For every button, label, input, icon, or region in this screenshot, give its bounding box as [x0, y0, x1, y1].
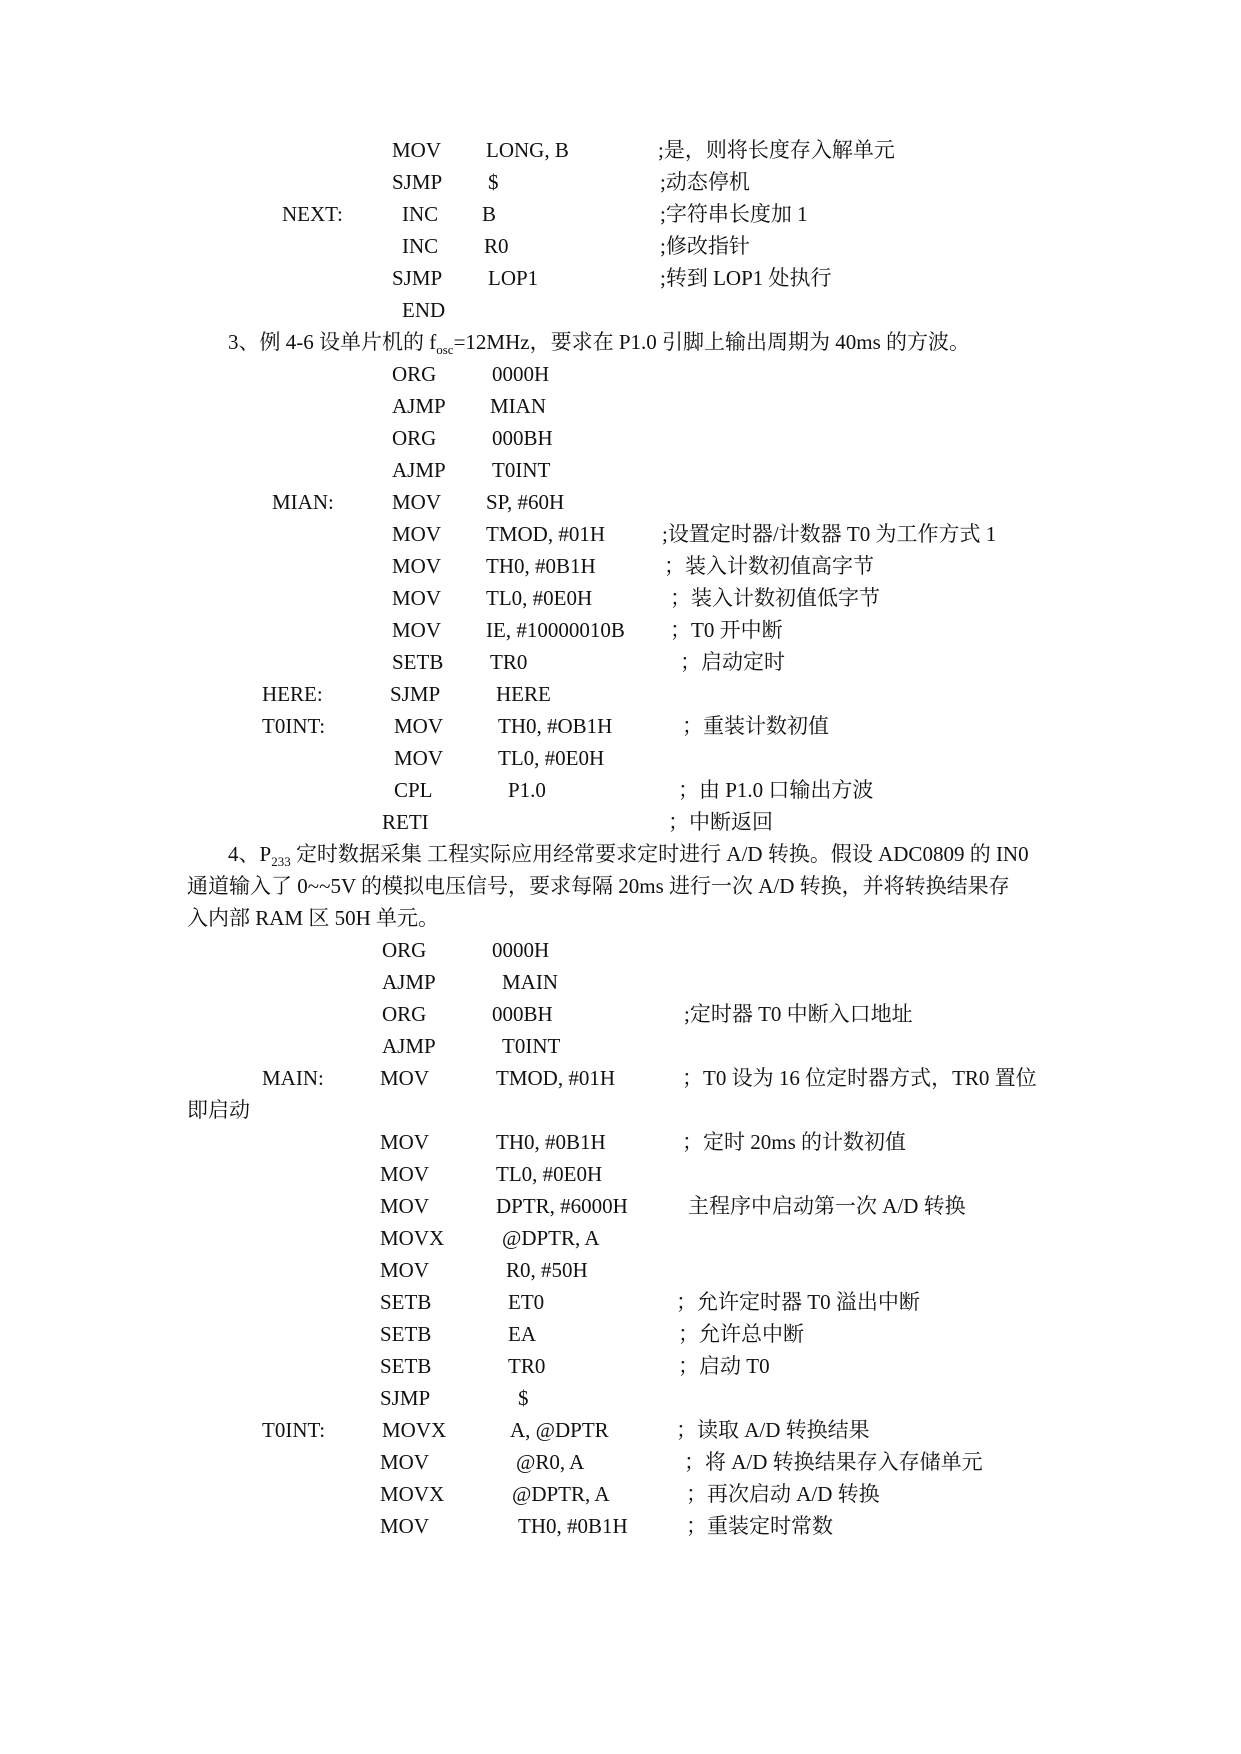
code-op: INC	[402, 234, 439, 258]
code-arg: TH0, #0B1H	[518, 1514, 628, 1538]
code-op: MOV	[380, 1258, 430, 1282]
code-op: RETI	[382, 810, 429, 834]
code-op: MOV	[392, 618, 442, 642]
code-op: SETB	[392, 650, 444, 674]
code-comment: ；重装计数初值	[682, 714, 829, 738]
code-comment: ；将 A/D 转换结果存入存储单元	[684, 1450, 983, 1474]
code-arg: @DPTR, A	[512, 1482, 610, 1506]
code-label: HERE:	[262, 682, 323, 706]
code-op: MOVX	[382, 1418, 447, 1442]
code-arg: B	[482, 202, 497, 226]
code-arg: HERE	[496, 682, 551, 706]
code-arg: R0, #50H	[506, 1258, 588, 1282]
code-op: MOV	[380, 1130, 430, 1154]
code-op: MOV	[380, 1194, 430, 1218]
code-arg: R0	[484, 234, 509, 258]
code-op: MOVX	[380, 1482, 445, 1506]
code-op: MOV	[380, 1162, 430, 1186]
code-comment: ;修改指针	[660, 234, 750, 258]
code-op: AJMP	[382, 970, 436, 994]
code-op: MOV	[380, 1514, 430, 1538]
code-op: SJMP	[390, 682, 441, 706]
code-arg: TH0, #0B1H	[496, 1130, 606, 1154]
code-comment: ；T0 设为 16 位定时器方式，TR0 置位	[682, 1066, 1037, 1090]
code-arg: ET0	[508, 1290, 545, 1314]
code-arg: T0INT	[492, 458, 551, 482]
code-arg: 0000H	[492, 938, 550, 962]
code-op: MOV	[380, 1066, 430, 1090]
code-op: ORG	[392, 426, 437, 450]
code-comment: 主程序中启动第一次 A/D 转换	[688, 1194, 966, 1218]
problem-4-line-2: 通道输入了 0~~5V 的模拟电压信号，要求每隔 20ms 进行一次 A/D 转换，并将转换结果存	[187, 874, 1010, 898]
code-op: SETB	[380, 1322, 432, 1346]
code-arg: P1.0	[508, 778, 546, 802]
code-comment: ；重装定时常数	[686, 1514, 833, 1538]
code-op: MOV	[394, 714, 444, 738]
code-arg: A, @DPTR	[510, 1418, 609, 1442]
code-op: SETB	[380, 1354, 432, 1378]
code-label: MIAN:	[272, 490, 334, 514]
code-op: AJMP	[392, 394, 446, 418]
code-op: END	[402, 298, 446, 322]
code-comment: ；由 P1.0 口输出方波	[678, 778, 874, 802]
code-comment: ;字符串长度加 1	[660, 202, 808, 226]
code-op: ORG	[382, 1002, 427, 1026]
code-op: MOV	[392, 490, 442, 514]
code-arg: 0000H	[492, 362, 550, 386]
code-arg: IE, #10000010B	[486, 618, 625, 642]
code-op: ORG	[382, 938, 427, 962]
code-arg: LOP1	[488, 266, 539, 290]
code-comment: ；启动定时	[680, 650, 785, 674]
code-op: ORG	[392, 362, 437, 386]
problem-4-line-3: 入内部 RAM 区 50H 单元。	[187, 906, 440, 930]
code-comment: ；再次启动 A/D 转换	[686, 1482, 880, 1506]
code-arg: TL0, #0E0H	[496, 1162, 603, 1186]
code-comment: ；装入计数初值低字节	[670, 586, 880, 610]
problem-4-heading: 4、$P_{233}$ 定时数据采集 工程实际应用经常要求定时进行 A/D 转换。假设 ADC0809 的 IN0	[228, 842, 1029, 870]
code-arg: TMOD, #01H	[496, 1066, 615, 1090]
code-op: SETB	[380, 1290, 432, 1314]
code-label: T0INT:	[262, 1418, 326, 1442]
code-arg: TR0	[490, 650, 528, 674]
code-arg: TR0	[508, 1354, 546, 1378]
code-arg: MIAN	[490, 394, 546, 418]
code-comment: ；T0 开中断	[670, 618, 783, 642]
code-arg: EA	[508, 1322, 536, 1346]
code-arg: TH0, #OB1H	[498, 714, 613, 738]
code-comment: ；允许总中断	[678, 1322, 804, 1346]
code-op: SJMP	[392, 170, 443, 194]
code-op: MOV	[392, 522, 442, 546]
code-op: AJMP	[382, 1034, 436, 1058]
code-op: SJMP	[380, 1386, 431, 1410]
code-op: SJMP	[392, 266, 443, 290]
code-comment: ；启动 T0	[678, 1354, 770, 1378]
code-arg: $	[488, 170, 499, 194]
code-arg: MAIN	[502, 970, 558, 994]
code-op: MOV	[392, 554, 442, 578]
code-comment: ;转到 LOP1 处执行	[660, 266, 832, 290]
code-op: MOV	[392, 138, 442, 162]
code-comment: ；定时 20ms 的计数初值	[682, 1130, 907, 1154]
code-comment: ;动态停机	[660, 170, 750, 194]
code-comment: ;设置定时器/计数器 T0 为工作方式 1	[662, 522, 997, 546]
code-op: AJMP	[392, 458, 446, 482]
code-op: MOV	[380, 1450, 430, 1474]
code-arg: T0INT	[502, 1034, 561, 1058]
code-arg: LONG, B	[486, 138, 569, 162]
code-arg: $	[518, 1386, 529, 1410]
code-comment: ;是，则将长度存入解单元	[658, 138, 895, 162]
code-op: MOV	[392, 586, 442, 610]
code-comment: ；读取 A/D 转换结果	[676, 1418, 870, 1442]
code-label: T0INT:	[262, 714, 326, 738]
code-arg: TMOD, #01H	[486, 522, 605, 546]
code-comment-wrap: 即启动	[187, 1098, 250, 1122]
code-arg: TH0, #0B1H	[486, 554, 596, 578]
code-arg: 000BH	[492, 426, 553, 450]
code-arg: 000BH	[492, 1002, 553, 1026]
code-arg: TL0, #0E0H	[498, 746, 605, 770]
code-op: MOV	[394, 746, 444, 770]
code-arg: SP, #60H	[486, 490, 565, 514]
code-arg: @DPTR, A	[502, 1226, 600, 1250]
code-comment: ；中断返回	[668, 810, 773, 834]
code-arg: TL0, #0E0H	[486, 586, 593, 610]
problem-3-heading: 3、例 4-6 设单片机的 $f_{osc}=12MHz$，要求在 P1.0 引脚上输出周期为 40ms 的方波。	[228, 330, 971, 358]
code-comment: ；允许定时器 T0 溢出中断	[676, 1290, 920, 1314]
code-op: MOVX	[380, 1226, 445, 1250]
code-label: MAIN:	[262, 1066, 324, 1090]
code-label: NEXT:	[282, 202, 343, 226]
code-comment: ;定时器 T0 中断入口地址	[684, 1002, 913, 1026]
code-op: INC	[402, 202, 439, 226]
code-op: CPL	[394, 778, 433, 802]
code-comment: ；装入计数初值高字节	[664, 554, 874, 578]
code-arg: DPTR, #6000H	[496, 1194, 628, 1218]
code-arg: @R0, A	[516, 1450, 585, 1474]
